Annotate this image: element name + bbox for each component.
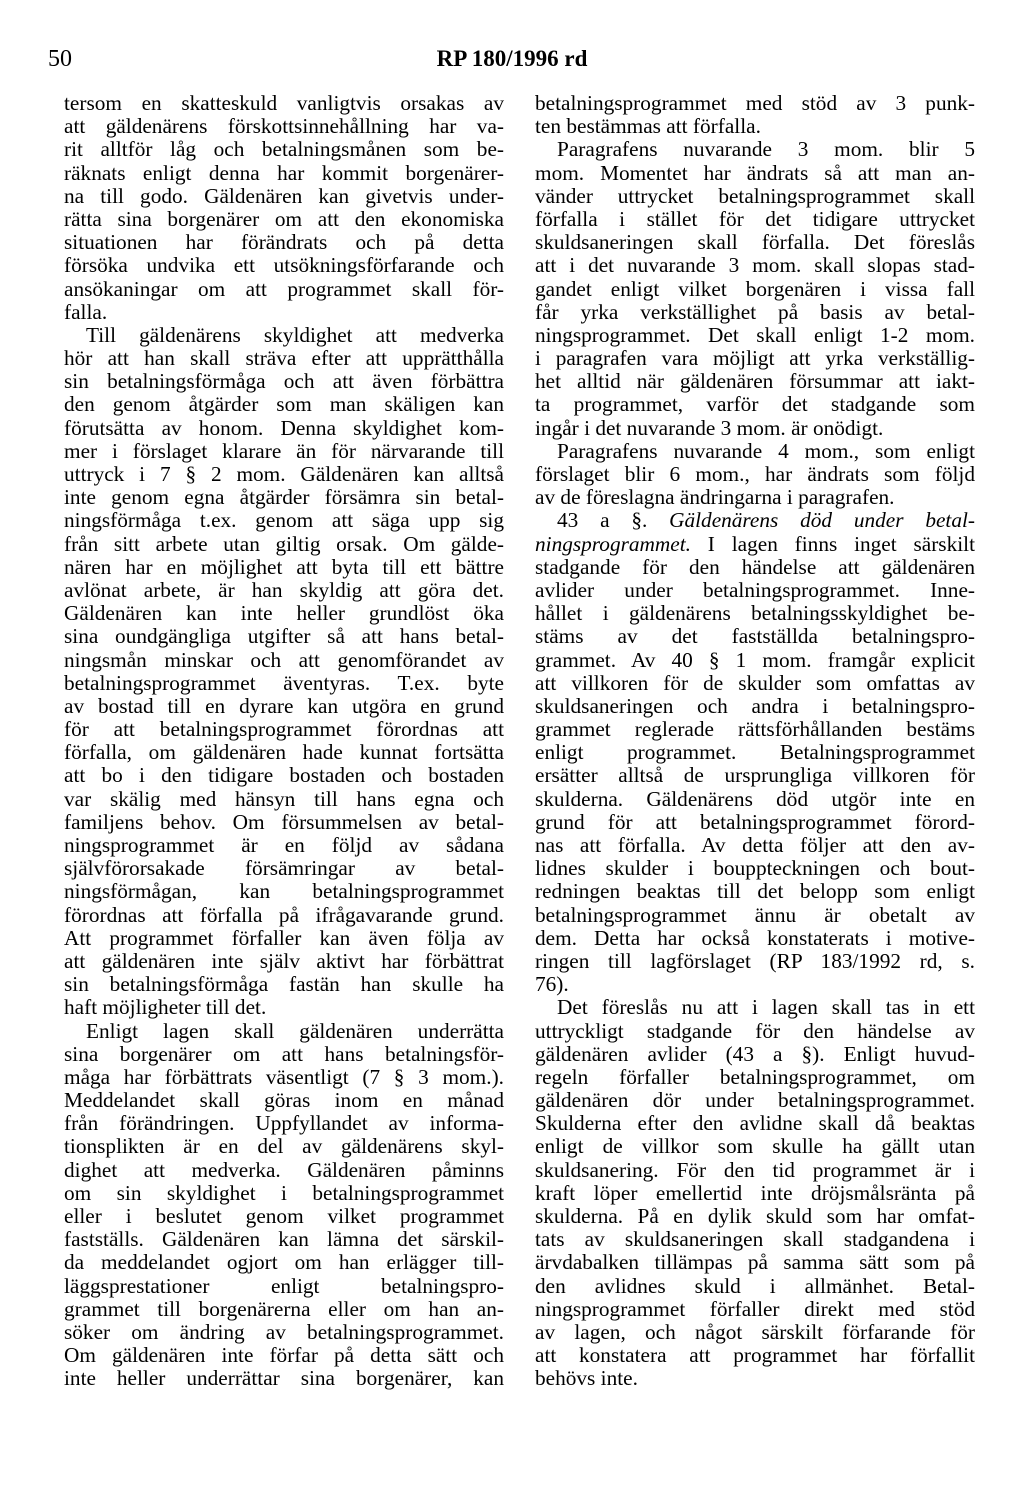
text-line: förutsätta av honom. Denna skyldighet kom- [64, 415, 504, 440]
text-line: får yrka verkställighet på basis av betal- [535, 299, 975, 324]
text-line: av de föreslagna ändringarna i paragrafen. [535, 485, 895, 510]
text-line: söker om ändring av betalningsprogrammet. [64, 1319, 504, 1344]
text-line: Till gäldenärens skyldighet att medverka [86, 322, 504, 347]
text-line: vänder uttrycket betalningsprogrammet skall [535, 183, 975, 208]
text-line: för att betalningsprogrammet förordnas att [64, 717, 504, 742]
text-line: familjens behov. Om försummelsen av betal- [64, 809, 504, 834]
text-line: sina oundgängliga utgifter så att hans betal- [64, 624, 504, 649]
text-line: räknats enligt denna har kommit borgenärer- [64, 160, 504, 185]
text-line: gäldenären dör under betalningsprogrammet. [535, 1088, 975, 1113]
text-line: betalningsprogrammet ännu är obetalt av [535, 902, 975, 927]
text-line: inte genom egna åtgärder försämra sin betal- [64, 485, 504, 510]
text-line: dighet att medverka. Gäldenären påminns [64, 1157, 504, 1182]
text-line: uttryckligt stadgande för den händelse av [535, 1018, 975, 1043]
text-line: gandet enligt vilket borgenären i vissa fall [535, 276, 975, 301]
text-line: sin betalningsförmåga och att även förbättra [64, 369, 504, 394]
text-line: skulderna. På en dylik skuld som har omfat- [535, 1204, 975, 1228]
text-line: Att programmet förfaller kan även följa av [64, 925, 504, 950]
text-line: rit alltför låg och betalningsmånen som be- [64, 137, 504, 162]
text-line: nären har en möjlighet att byta till ett bättre [64, 554, 504, 579]
text-line: skuldsaneringen och andra i betalningspro- [535, 693, 975, 718]
text-line: grammet. Av 40 § 1 mom. framgår explicit [535, 647, 975, 672]
text-line: enligt programmet. Betalningsprogrammet [535, 740, 975, 765]
text-line: sin betalningsförmåga fastän han skulle ha [64, 972, 504, 997]
text-line: mom. Momentet har ändrats så att man an- [535, 160, 975, 185]
text-line: skulderna. Gäldenärens död utgör inte en [535, 786, 975, 811]
text-line: enligt de villkor som skulle ha gällt utan [535, 1134, 975, 1159]
text-line: stadgande för den händelse att gäldenären [535, 554, 975, 579]
text-line: fastställs. Gäldenären kan lämna det särskil- [64, 1227, 504, 1252]
text-line: ningsförmågan, kan betalningsprogrammet [64, 879, 504, 904]
text-line: betalningsprogrammet med stöd av 3 punk- [535, 91, 975, 115]
text-line: från sitt arbete utan giltig orsak. Om gälde- [64, 531, 504, 556]
text-line: dem. Detta har också konstaterats i motive- [535, 925, 975, 950]
text-line: förfalla, om gäldenären hade kunnat fortsätta [64, 740, 504, 765]
text-line: förfalla i stället för det tidigare uttrycket [535, 206, 975, 231]
text-line: eller i beslutet genom vilket programmet [64, 1204, 504, 1228]
text-line: skuldsanering. För den tid programmet är i [535, 1157, 975, 1182]
text-line: ansökaningar om att programmet skall för- [64, 276, 504, 301]
text-line: förslaget blir 6 mom., har ändrats som följd [535, 462, 975, 486]
text-line: grammet till borgenärerna eller om han an- [64, 1296, 504, 1321]
text-line: avlönat arbete, är han skyldig att göra det. [64, 577, 504, 602]
text-line: tersom en skatteskuld vanligtvis orsakas av [64, 91, 504, 115]
text-line: försöka undvika ett utsökningsförfarande och [64, 253, 504, 278]
text-line: Skulderna efter den avlidne skall då beaktas [535, 1111, 975, 1136]
text-line: förordnas att förfalla på ifrågavarande grund. [64, 902, 504, 927]
text-line: Enligt lagen skall gäldenären underrätta [86, 1018, 504, 1043]
text-line: från förändringen. Uppfyllandet av informa- [64, 1111, 504, 1136]
text-line: regeln förfaller betalningsprogrammet, om [535, 1064, 975, 1089]
page-number: 50 [48, 46, 72, 72]
text-line: ärvdabalken tillämpas på samma sätt som på [535, 1250, 975, 1275]
text-line: i paragrafen vara möjligt att yrka verkställig- [535, 346, 975, 371]
text-line: läggsprestationer enligt betalningspro- [64, 1273, 504, 1298]
text-line: att gäldenärens förskottsinnehållning har va- [64, 114, 504, 139]
text-line: tats av skuldsaneringen skall stadgandena i [535, 1227, 975, 1252]
text-line: Paragrafens nuvarande 3 mom. blir 5 [557, 137, 975, 162]
text-line: ersätter alltså de ursprungliga villkoren för [535, 763, 975, 788]
right-text-column [535, 92, 975, 1391]
text-line: den avlidnes skuld i allmänhet. Betal- [535, 1273, 975, 1298]
text-line: het alltid när gäldenären försummar att iakt- [535, 369, 975, 394]
text-line: måga har förbättrats väsentligt (7 § 3 mom.). [64, 1064, 504, 1089]
text-line: av lagen, och något särskilt förfarande för [535, 1319, 975, 1344]
text-line: da meddelandet ogjort om han erlägger till- [64, 1250, 504, 1275]
text-line: Gäldenären kan inte heller grundlöst öka [64, 601, 504, 626]
text-line: haft möjligheter till det. [64, 995, 267, 1020]
text-line: nas att förfalla. Av detta följer att den av- [535, 833, 975, 857]
text-line: falla. [64, 299, 108, 324]
text-line: av bostad till en dyrare kan utgöra en grund [64, 693, 504, 718]
text-line: att i det nuvarande 3 mom. skall slopas stad- [535, 253, 975, 278]
text-line: att bo i den tidigare bostaden och bostaden [64, 763, 504, 788]
text-line: Om gäldenären inte förfar på detta sätt och [64, 1343, 504, 1368]
text-line: situationen har förändrats och på detta [64, 230, 504, 255]
text-line: skuldsaneringen skall förfalla. Det föreslås [535, 230, 975, 255]
text-line: rätta sina borgenärer om att den ekonomiska [64, 206, 504, 231]
text-line: 43 a §. Gäldenärens död under betal- [557, 508, 975, 533]
text-line: grund för att betalningsprogrammet förord- [535, 809, 975, 834]
text-line: lidnes skulder i bouppteckningen och bout- [535, 856, 975, 881]
text-line: ningsförmåga t.ex. genom att säga upp sig [64, 508, 504, 533]
text-line: Det föreslås nu att i lagen skall tas in ett [557, 995, 975, 1020]
text-line: gäldenären avlider (43 a §). Enligt huvud- [535, 1041, 975, 1066]
text-line: stäms av det fastställda betalningspro- [535, 624, 975, 649]
text-line: ningsprogrammet. Det skall enligt 1-2 mom. [535, 322, 975, 347]
text-line: var skälig med hänsyn till hans egna och [64, 786, 504, 811]
text-line: grammet reglerade rättsförhållanden bestäms [535, 717, 975, 742]
text-line: ningsprogrammet förfaller direkt med stöd [535, 1296, 975, 1321]
text-line: Meddelandet skall göras inom en månad [64, 1088, 504, 1113]
text-line: redningen beaktas till det belopp som enligt [535, 879, 975, 904]
text-line: att villkoren för de skulder som omfattas av [535, 670, 975, 695]
text-line: na till godo. Gäldenären kan givetvis under- [64, 183, 504, 208]
text-line: att gäldenären inte själv aktivt har förbättrat [64, 948, 504, 973]
left-text-column [64, 92, 504, 1391]
text-line: betalningsprogrammet äventyras. T.ex. byte [64, 670, 504, 695]
text-line: inte heller underrättar sina borgenärer, kan [64, 1366, 504, 1391]
text-line: ningsprogrammet är en följd av sådana [64, 833, 504, 857]
text-line: kraft löper emellertid inte dröjsmålsränta på [535, 1180, 975, 1205]
text-line: att konstatera att programmet har förfallit [535, 1343, 975, 1368]
document-reference: RP 180/1996 rd [436, 46, 588, 71]
text-line: ten bestämmas att förfalla. [535, 114, 761, 139]
text-line: 76). [535, 972, 569, 997]
text-line: mer i förslaget klarare än för närvarande till [64, 438, 504, 463]
text-line: självförorsakade försämringar av betal- [64, 856, 504, 881]
text-line: sina borgenärer om att hans betalningsför- [64, 1041, 504, 1066]
text-line: hållet i gäldenärens betalningsskyldighet be- [535, 601, 975, 626]
text-line: ningsmån minskar och att genomförandet av [64, 647, 504, 672]
text-line: om sin skyldighet i betalningsprogrammet [64, 1180, 504, 1205]
text-line: behövs inte. [535, 1366, 638, 1391]
text-line: tionsplikten är en del av gäldenärens skyl- [64, 1134, 504, 1159]
text-line: hör att han skall sträva efter att upprätthålla [64, 346, 504, 371]
text-line: ringen till lagförslaget (RP 183/1992 rd, s. [535, 948, 975, 973]
text-line: uttryck i 7 § 2 mom. Gäldenären kan alltså [64, 462, 504, 486]
text-line: Paragrafens nuvarande 4 mom., som enligt [557, 438, 975, 463]
text-line: den genom åtgärder som man skäligen kan [64, 392, 504, 417]
text-line: ningsprogrammet. I lagen finns inget särskilt [535, 531, 975, 556]
text-line: avlider under betalningsprogrammet. Inne- [535, 577, 975, 602]
text-line: ingår i det nuvarande 3 mom. är onödigt. [535, 415, 884, 440]
text-line: ta programmet, varför det stadgande som [535, 392, 975, 417]
